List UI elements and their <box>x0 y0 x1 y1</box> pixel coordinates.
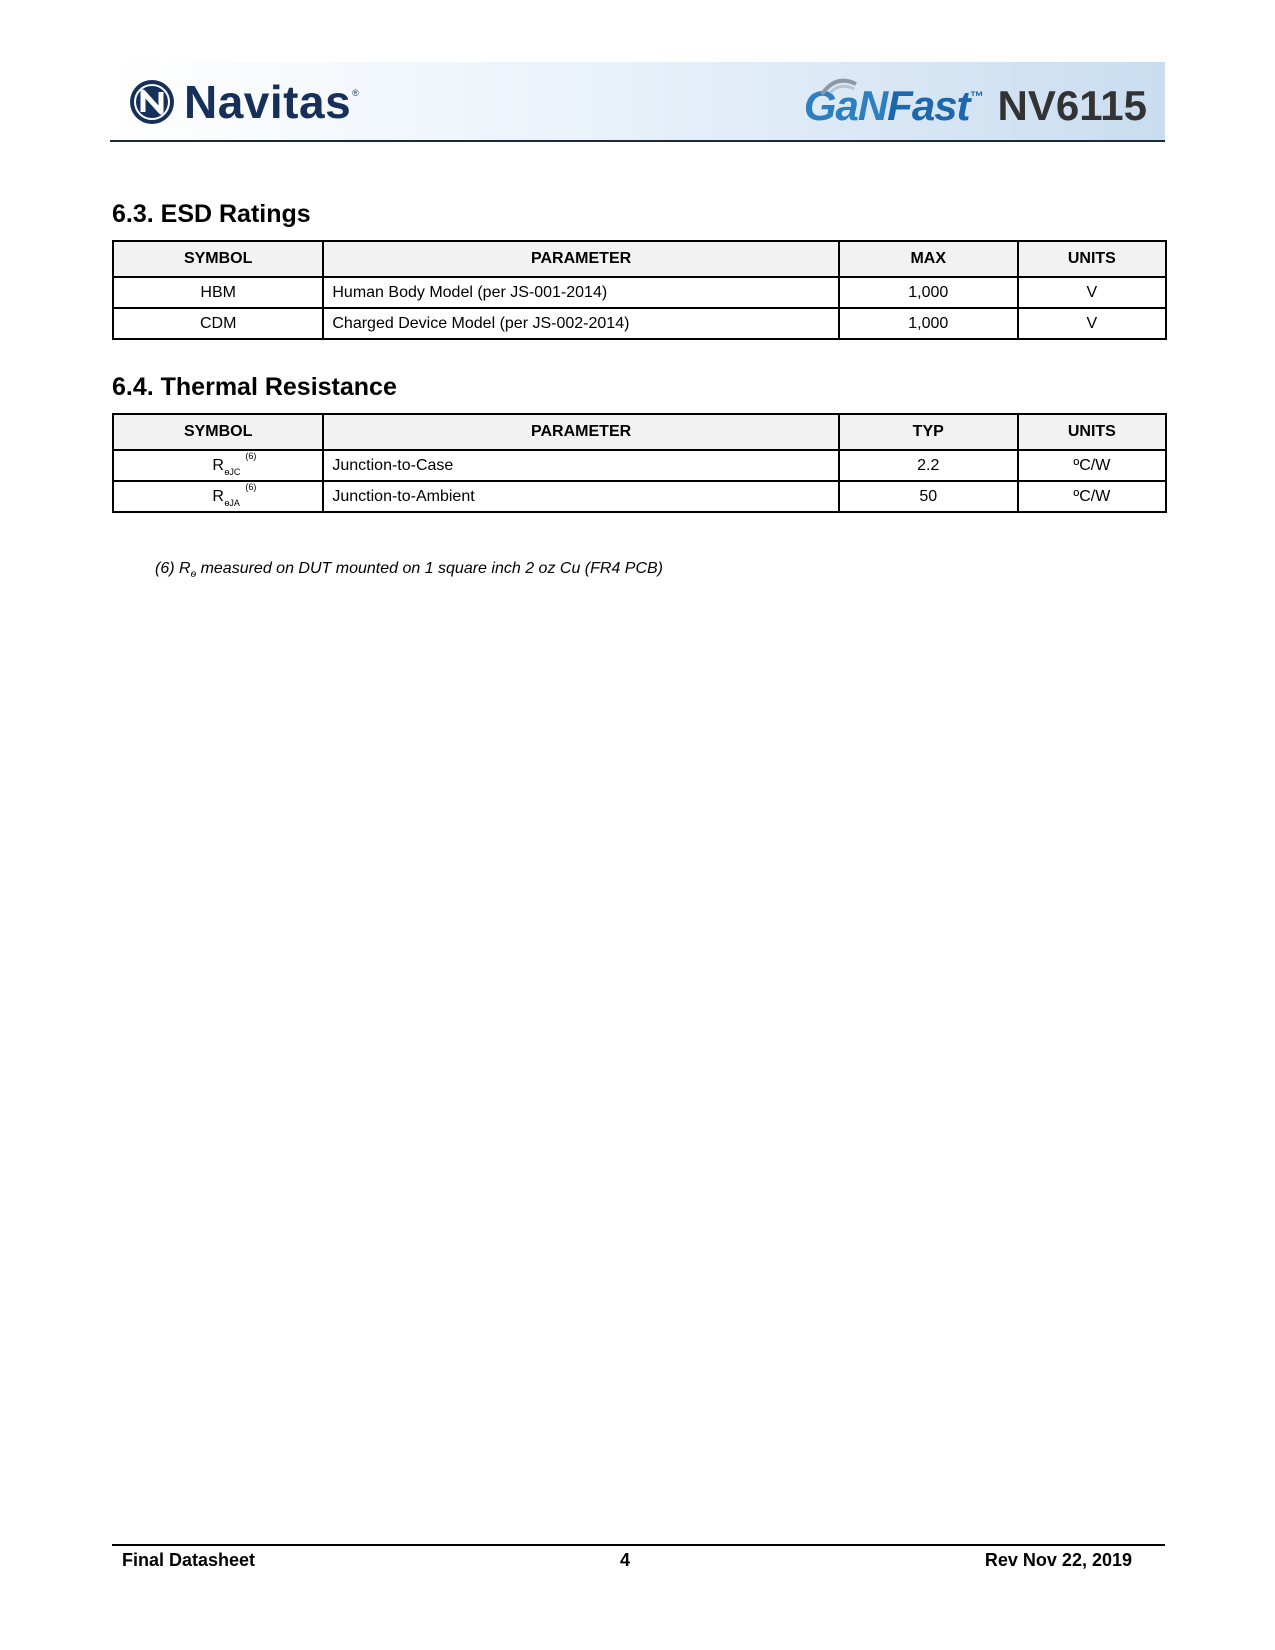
symbol-cell <box>113 450 323 481</box>
esd-ratings-table <box>112 240 1167 340</box>
ganfast-logo <box>804 82 984 130</box>
symbol-r-theta-jc <box>212 450 257 477</box>
units-cell: V <box>1018 277 1166 308</box>
column-header: MAX <box>839 241 1018 277</box>
footer-divider <box>112 1544 1165 1546</box>
footer-revision: Rev Nov 22, 2019 <box>984 1550 1132 1570</box>
footnote-6 <box>155 560 663 580</box>
trademark-mark: ™ <box>969 88 984 104</box>
value-cell: 2.2 <box>839 450 1018 481</box>
symbol-subscript: ѳJC <box>224 466 241 477</box>
brand-fast: Fast <box>887 82 970 129</box>
product-brand <box>804 74 1147 130</box>
thermal-resistance-table <box>112 413 1167 513</box>
symbol-base: R <box>212 456 224 474</box>
table-row <box>113 481 1166 512</box>
table-header-row <box>113 241 1166 277</box>
part-number: NV6115 <box>997 82 1147 129</box>
symbol-cell: HBM <box>113 277 323 308</box>
table-header-row <box>113 414 1166 450</box>
footnote-subscript: ѳ <box>190 569 197 581</box>
column-header: PARAMETER <box>323 241 838 277</box>
ganfast-swoosh-icon <box>820 76 858 96</box>
table-row <box>113 450 1166 481</box>
footnote-text: measured on DUT mounted on 1 square inch 2 oz Cu (FR4 PCB) <box>196 560 664 577</box>
symbol-cell: CDM <box>113 308 323 339</box>
value-cell: 1,000 <box>839 277 1018 308</box>
page-header <box>110 62 1165 142</box>
parameter-cell: Charged Device Model (per JS-002-2014) <box>323 308 838 339</box>
symbol-base: R <box>212 487 224 505</box>
footnote-ref: (6) <box>245 450 257 461</box>
footer-page-number: 4 <box>620 1550 631 1570</box>
parameter-cell: Junction-to-Case <box>323 450 838 481</box>
value-cell: 1,000 <box>839 308 1018 339</box>
column-header: SYMBOL <box>113 241 323 277</box>
footnote-prefix: (6) R <box>155 560 191 577</box>
column-header: TYP <box>839 414 1018 450</box>
column-header: UNITS <box>1018 241 1166 277</box>
navitas-logo <box>128 76 359 128</box>
symbol-r-theta-ja <box>212 481 257 508</box>
column-header: SYMBOL <box>113 414 323 450</box>
table-row <box>113 308 1166 339</box>
units-cell: V <box>1018 308 1166 339</box>
footer-doc-status: Final Datasheet <box>122 1550 256 1570</box>
symbol-subscript: ѳJA <box>224 497 240 508</box>
footnote-ref: (6) <box>245 481 257 492</box>
symbol-cell <box>113 481 323 512</box>
value-cell: 50 <box>839 481 1018 512</box>
table-row <box>113 277 1166 308</box>
section-title-thermal: 6.4. Thermal Resistance <box>112 373 397 401</box>
column-header: PARAMETER <box>323 414 838 450</box>
units-cell: ºC/W <box>1018 481 1166 512</box>
parameter-cell: Human Body Model (per JS-001-2014) <box>323 277 838 308</box>
section-title-esd: 6.3. ESD Ratings <box>112 200 311 228</box>
navitas-logo-icon <box>128 78 176 126</box>
parameter-cell: Junction-to-Ambient <box>323 481 838 512</box>
column-header: UNITS <box>1018 414 1166 450</box>
brand-gan: GaN <box>803 82 888 129</box>
company-name: Navitas <box>184 76 352 128</box>
registered-mark: ® <box>352 88 359 98</box>
units-cell: ºC/W <box>1018 450 1166 481</box>
